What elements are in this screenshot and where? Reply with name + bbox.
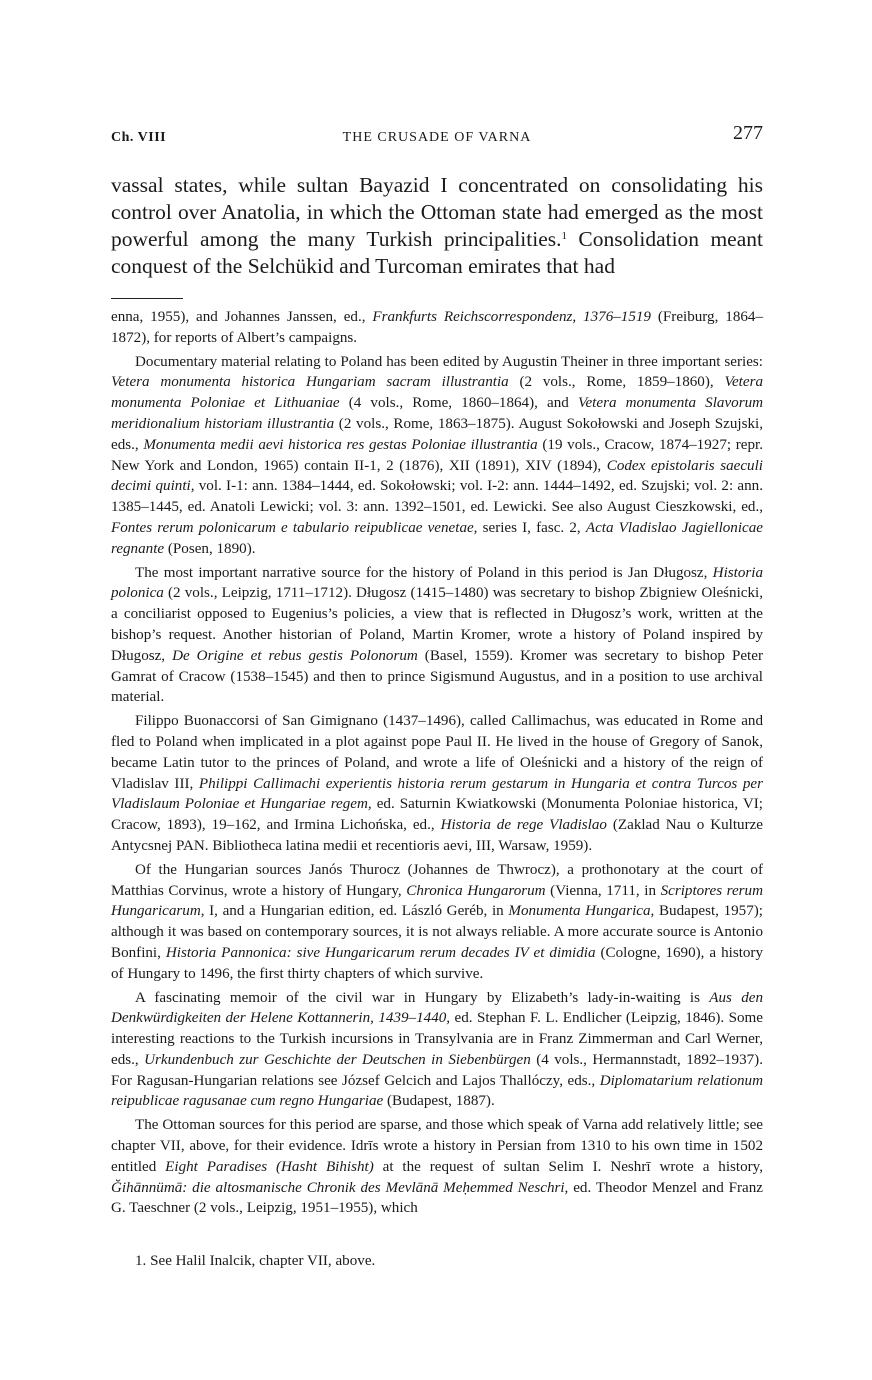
running-header	[111, 118, 763, 158]
text-run: Documentary material relating to Poland has been edited by Augustin Theiner in three important series:	[135, 353, 763, 370]
note-paragraph	[111, 352, 763, 560]
text-run: (2 vols., Rome, 1859–1860),	[508, 374, 725, 391]
text-run: (Zaklad Nau o Kulturze Antycsnej PAN. Bibliotheca latina medii et recentioris aevi, III, Warsaw, 1959).	[111, 817, 764, 854]
text-run: ed. Theodor Menzel and Franz G. Taeschner (2 vols., Leipzig, 1951–1955), which	[111, 1179, 763, 1217]
italic-title-run: Diplomatarium relationum reipublicae ragusanae cum regno Hungariae	[111, 1072, 763, 1110]
text-run: (19 vols., Cracow, 1874–1927; repr. New York and London, 1965) contain II-1, 2 (1876), XII (1891), XIV (1894),	[111, 436, 763, 474]
italic-title-run: Scriptores rerum Hungaricarum,	[111, 882, 763, 920]
italic-title-run: Vetera monumenta Poloniae et Lithuaniae	[111, 374, 763, 412]
note-paragraph	[111, 307, 763, 349]
note-paragraph	[111, 988, 763, 1113]
text-run: A fascinating memoir of the civil war in Hungary by Elizabeth’s lady-in-waiting is	[135, 989, 710, 1006]
italic-title-run: Vetera monumenta historica Hungariam sacram illustrantia	[111, 374, 509, 391]
italic-title-run: Fontes rerum polonicarum e tabulario reipublicae venetae,	[111, 519, 478, 536]
italic-title-run: Acta Vladislao Jagiellonicae regnante	[111, 519, 763, 557]
chapter-label: Ch. VIII	[111, 130, 167, 145]
text-run: (Vienna, 1711, in	[545, 882, 661, 899]
italic-title-run: Historia Pannonica: sive Hungaricarum rerum decades IV et dimidia	[165, 944, 596, 961]
text-run: (4 vols., Hermannstadt, 1892–1937). For Ragusan-Hungarian relations see József Gelcich and Lajos Thallóczy, eds.,	[111, 1051, 763, 1089]
text-run: The most important narrative source for the history of Poland in this period is Jan Długosz,	[135, 564, 713, 581]
italic-title-run: Codex epistolaris saeculi decimi quinti,	[111, 457, 763, 495]
text-run: (Posen, 1890).	[164, 540, 256, 557]
text-run: (2 vols., Rome, 1863–1875). August Sokołowski and Joseph Szujski, eds.,	[111, 415, 763, 453]
text-run: Budapest, 1957); although it was based on contemporary sources, it is not always reliable. A more accurate source is Antonio Bonfini,	[111, 903, 763, 961]
text-run: enna, 1955), and Johannes Janssen, ed.,	[111, 309, 373, 325]
text-run: Of the Hungarian sources Janós Thurocz (Johannes de Thwrocz), a prothonotary at the court of Matthias Corvinus, wrote a history of Hungary,	[111, 861, 763, 899]
note-paragraph	[111, 1115, 763, 1219]
footnote-marker: 1	[561, 230, 568, 242]
italic-title-run: Philippi Callimachi experientis historia rerum gestarum in Hungaria et contra Turcos per Vladislaum Poloniae et Hungariae regem,	[111, 775, 763, 813]
italic-title-run: Monumenta medii aevi historica res gestas Poloniae illustrantia	[143, 436, 538, 453]
note-paragraph	[111, 860, 763, 985]
text-run: at the request of sultan Selim I. Neshrī wrote a history,	[373, 1158, 763, 1175]
text-run: (Basel, 1559). Kromer was secretary to bishop Peter Gamrat of Cracow (1538–1545) and then to prince Sigismund Augustus, and in a position to use archival material.	[111, 647, 763, 706]
text-run: series I, fasc. 2,	[477, 519, 586, 536]
page-number: 277	[733, 122, 763, 144]
text-run: (Budapest, 1887).	[383, 1093, 495, 1110]
running-title: THE CRUSADE OF VARNA	[342, 130, 532, 145]
note-paragraph	[111, 563, 763, 709]
text-run: The Ottoman sources for this period are sparse, and those which speak of Varna add relatively little; see chapter VII, above, for their evidence. Idrīs wrote a history in Persian from 1310 to his own time in 1502 entitled	[111, 1117, 763, 1175]
italic-title-run: Vetera monumenta Slavorum meridionalium historiam illustrantia	[111, 395, 764, 432]
italic-title-run: Ğihānnümā: die altosmanische Chronik des Mevlānā Meḥemmed Neschri,	[111, 1179, 569, 1196]
italic-title-run: Eight Paradises (Hasht Bihisht)	[165, 1158, 374, 1175]
italic-title-run: Historia polonica	[111, 564, 763, 602]
note-paragraph	[111, 711, 763, 857]
text-run: Filippo Buonaccorsi of San Gimignano (1437–1496), called Callimachus, was educated in Rome and fled to Poland when implicated in a plot against pope Paul II. He lived in the house of Gregory of Sanok, became Latin tutor to the princes of Poland, and wrote a life of Oleśnicki and a history of the reign of Vladislav III,	[111, 713, 763, 792]
text-run: (4 vols., Rome, 1860–1864), and	[339, 395, 578, 412]
text-run: (Cologne, 1690), a history of Hungary to 1496, the first thirty chapters of which survive.	[111, 944, 764, 982]
text-run: (Freiburg, 1864–1872), for reports of Albert’s campaigns.	[111, 309, 764, 346]
italic-title-run: Urkundenbuch zur Geschichte der Deutschen in Siebenbürgen	[144, 1051, 531, 1068]
italic-title-run: Chronica Hungarorum	[406, 882, 546, 899]
main-text-body: vassal states, while sultan Bayazid I concentrated on consolidating his control over Anatolia, in which the Ottoman state had emerged as the most powerful among the many Turkish principalities.	[111, 173, 763, 251]
text-run: vol. I-1: ann. 1384–1444, ed. Sokołowski; vol. I-2: ann. 1444–1492, ed. Szujski; vol. 2: ann. 1385–1445, ed. Anatoli Lewicki; vol. 3: ann. 1392–1501, ed. Lewicki. See also August Cieszkowski, ed.,	[111, 478, 763, 516]
text-run: I, and a Hungarian edition, ed. László Geréb, in	[204, 903, 509, 920]
italic-title-run: Historia de rege Vladislao	[440, 817, 607, 834]
text-run: ed. Stephan F. L. Endlicher (Leipzig, 1846). Some interesting reactions to the Turkish incursions in Transylvania are in Franz Zimmerman and Carl Werner, eds.,	[111, 1010, 763, 1068]
italic-title-run: De Origine et rebus gestis Polonorum	[172, 647, 418, 664]
text-run: (2 vols., Leipzig, 1711–1712). Długosz (1415–1480) was secretary to bishop Zbigniew Oleśnicki, a conciliarist opposed to Eugenius’s policies, a view that is reflected in Długosz’s work, written at the bishop’s request. Another historian of Poland, Martin Kromer, wrote a history of Poland inspired by Długosz,	[111, 585, 763, 664]
footnote-1: 1. See Halil Inalcik, chapter VII, above.	[135, 1253, 376, 1269]
text-run: ed. Saturnin Kwiatkowski (Monumenta Poloniae historica, VI; Cracow, 1893), 19–162, and Irmina Lichońska, ed.,	[111, 796, 763, 834]
footnote-rule	[111, 298, 183, 299]
main-text-continuation: Consolidation meant conquest of the Selchükid and Turcoman emirates that had	[111, 227, 763, 278]
italic-title-run: Aus den Denkwürdigkeiten der Helene Kottannerin, 1439–1440,	[111, 989, 763, 1027]
bibliographic-notes	[111, 307, 763, 1222]
italic-title-run: Frankfurts Reichscorrespondenz, 1376–1519	[372, 309, 651, 325]
main-text	[111, 172, 763, 280]
italic-title-run: Monumenta Hungarica,	[508, 903, 655, 920]
